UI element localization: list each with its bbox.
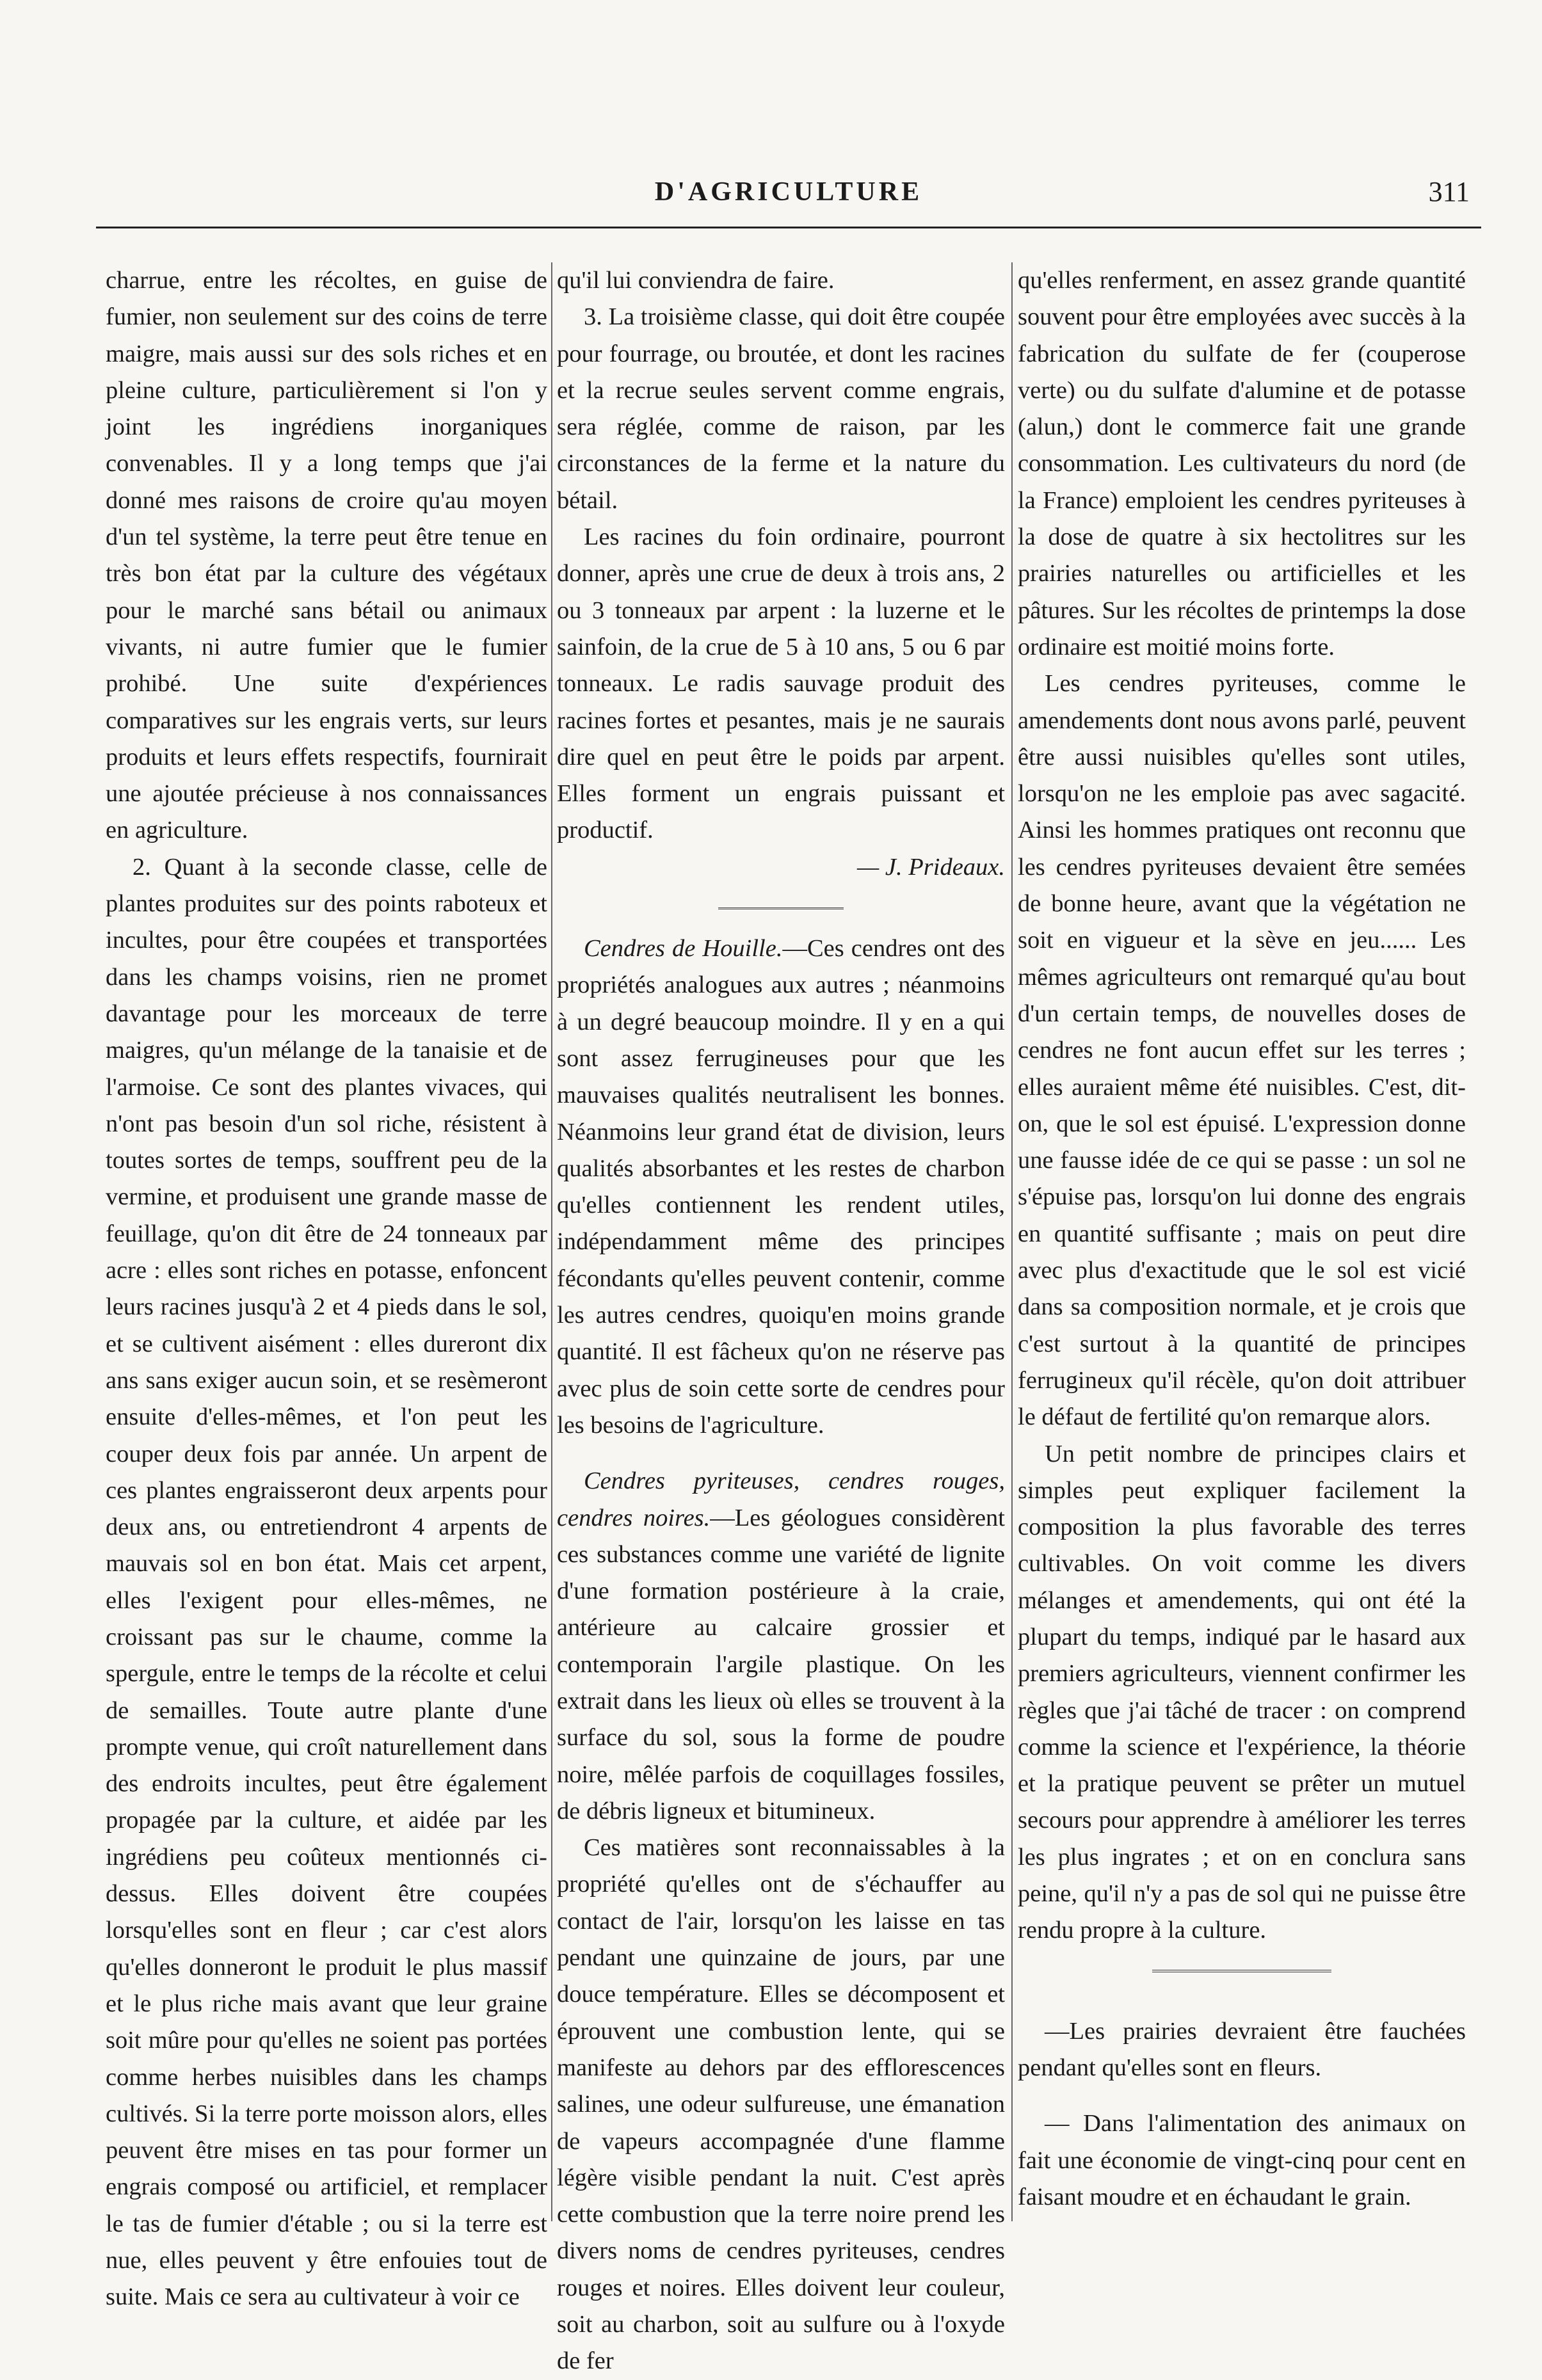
section-separator — [557, 886, 1005, 930]
paragraph: Ces matières sont reconnaissables à la propriété qu'elles ont de s'échauffer au contact de l'air, lorsqu'on les laisse en tas pendant une quinzaine de jours, par une douce température. Elles se décomposent et éprouvent une combustion lente, qui se manifeste au dehors par des efflorescences salines, une odeur sulfureuse, une émanation de vapeurs accompagnée d'une flamme légère visible pendant la nuit. C'est après cette combustion que la terre noire prend les divers noms de cendres pyriteuses, cendres rouges et noires. Elles doivent leur couleur, soit au charbon, soit au sulfure ou à l'oxyde de fer — [557, 1834, 1005, 2375]
note-alimentation: — Dans l'alimentation des animaux on fait une économie de vingt-cinq pour cent en faisant moudre et en échaudant le grain. — [1018, 2110, 1466, 2210]
column-3 — [1018, 262, 1466, 2247]
paragraph: qu'il lui conviendra de faire. — [557, 267, 835, 294]
signature: — J. Prideaux. — [857, 853, 1005, 881]
paragraph: Les cendres pyriteuses, comme le amendements dont nous avons parlé, peuvent être aussi nuisibles qu'elles sont utiles, lorsqu'on ne les emploie pas avec sagacité. Ainsi les hommes pratiques ont reconnu que les cendres pyriteuses devaient être semées de bonne heure, avant que la végétation ne soit en vigueur et la sève en jeu...... Les mêmes agriculteurs ont remarqué qu'au bout d'un certain temps, de nouvelles doses de cendres ne font aucun effet sur les terres ; elles auraient même été nuisibles. C'est, dit-on, que le sol est épuisé. L'expression donne une fausse idée de ce qui se passe : un sol ne s'épuise pas, lorsqu'on lui donne des engrais en quantité suffisante ; mais on peut dire avec plus d'exactitude que le sol est vicié dans sa composition normale, et je crois que c'est surtout à la quantité de principes ferrugineux qu'il récèle, qu'on doit attribuer le défaut de fertilité qu'on remarque alors. — [1018, 670, 1466, 1431]
paragraph: qu'elles renferment, en assez grande quantité souvent pour être employées avec succès à la fabrication du sulfate de fer (couperose verte) ou du sulfate d'alumine et de potasse (alun,) dont le commerce fait une grande consommation. Les cultivateurs du nord (de la France) emploient les cendres pyriteuses à la dose de quatre à six hectolitres sur les prairies naturelles ou artificielles et les pâtures. Sur les récoltes de printemps la dose ordinaire est moitié moins forte. — [1018, 267, 1466, 660]
paragraph: 2. Quant à la seconde classe, celle de plantes produites sur des points raboteux et incultes, pour être coupées et transportées dans les champs voisins, rien ne promet davantage pour les morceaux de terre maigres, qu'un mélange de la tanaisie et de l'armoise. Ce sont des plantes vivaces, qui n'ont pas besoin d'un sol riche, résistent à toutes sortes de temps, souffrent peu de la vermine, et produisent une grande masse de feuillage, qu'on dit être de 24 tonneaux par acre : elles sont riches en potasse, enfoncent leurs racines jusqu'à 2 et 4 pieds dans le sol, et se cultivent aisément : elles dureront dix ans sans exiger aucun soin, et se resèmeront ensuite d'elles-mêmes, et l'on peut les couper deux fois par année. Un arpent de ces plantes engraisseront deux arpents pour deux ans, ou entretiendront 4 arpents de mauvais sol en bon état. Mais cet arpent, elles l'exigent pour elles-mêmes, ne croissant pas sur le chaume, comme la spergule, entre le temps de la récolte et celui de semailles. Toute autre plante d'une prompte venue, qui croît naturellement dans des endroits incultes, peut être également propagée par la culture, et aidée par les ingrédiens peu coûteux mentionnés ci-dessus. Elles doivent être coupées lorsqu'elles sont en fleur ; car c'est alors qu'elles donneront le produit le plus massif et le plus riche mais avant que leur graine soit mûre pour qu'elles ne soient pas portées comme herbes nuisibles dans les champs cultivés. Si la terre porte moisson alors, elles peuvent être mises en tas pour former un engrais composé ou artificiel, et remplacer le tas de fumier d'étable ; ou si la terre est nue, elles peuvent y être enfouies tout de suite. Mais ce sera au cultivateur à voir ce — [106, 853, 547, 2311]
column-divider-2 — [1011, 262, 1013, 2221]
article-heading: Cendres de Houille. — [584, 935, 783, 962]
page-header — [96, 173, 1481, 230]
paragraph: 3. La troisième classe, qui doit être coupée pour fourrage, ou broutée, et dont les racines et la recrue seules servent comme engrais, sera réglée, comme de raison, par les circonstances de la ferme et la nature du bétail. — [557, 303, 1005, 514]
article-text: —Les géologues considèrent ces substances comme une variété de lignite d'une formation postérieure à la craie, antérieure au calcaire grossier et contemporain l'argile plastique. On les extrait dans les lieux où elles se trouvent à la surface du sol, sous la forme de poudre noire, mêlée parfois de coquillages fossiles, de débris ligneux et bitumineux. — [557, 1504, 1005, 1825]
section-separator — [1018, 1949, 1466, 1994]
paragraph: Un petit nombre de principes clairs et simples peut expliquer facilement la composition la plus favorable des terres cultivables. On voit comme les divers mélanges et amendements, qui ont été la plupart du temps, indiqué par le hasard aux premiers agriculteurs, viennent confirmer les règles que j'ai tâché de tracer : on comprend comme la science et l'expérience, la théorie et la pratique peuvent se prêter un mutuel secours pour apprendre à améliorer les terres les plus ingrates ; et on en conclura sans peine, qu'il n'y a pas de sol qui ne puisse être rendu propre à la culture. — [1018, 1440, 1466, 1944]
note-prairies: —Les prairies devraient être fauchées pendant qu'elles sont en fleurs. — [1018, 2017, 1466, 2081]
article-text: —Ces cendres ont des propriétés analogues aux autres ; néanmoins à un degré beaucoup moindre. Il y en a qui sont assez ferrugineuses pour que les mauvaises qualités neutralisent les bonnes. Néanmoins leur grand état de division, leurs qualités absorbantes et les restes de charbon qu'elles contiennent les rendent utiles, indépendamment même des principes fécondants qu'elles peuvent contenir, comme les autres cendres, quoiqu'en moins grande quantité. Il est fâcheux qu'on ne réserve pas avec plus de soin cette sorte de cendres pour les besoins de l'agriculture. — [557, 935, 1005, 1439]
paragraph: charrue, entre les récoltes, en guise de fumier, non seulement sur des coins de terre maigre, mais aussi sur des sols riches et en pleine culture, particulièrement si l'on y joint les ingrédiens inorganiques convenables. Il y a long temps que j'ai donné mes raisons de croire qu'au moyen d'un tel système, la terre peut être tenue en très bon état par la culture des végétaux pour le marché sans bétail ou animaux vivants, ni autre fumier que le fumier prohibé. Une suite d'expériences comparatives sur les engrais verts, sur leurs produits et leurs effets respectifs, fournirait une ajoutée précieuse à nos connaissances en agriculture. — [106, 267, 547, 844]
column-1 — [106, 262, 547, 2311]
column-2 — [557, 262, 1005, 2375]
article-cendres-houille — [557, 930, 1005, 1444]
running-title: D'AGRICULTURE — [654, 177, 923, 207]
column-divider-1 — [551, 262, 552, 2221]
header-rule — [96, 227, 1481, 228]
article-cendres-pyriteuses — [557, 1463, 1005, 1830]
paragraph: Les racines du foin ordinaire, pourront donner, après une crue de deux à trois ans, 2 ou 3 tonneaux par arpent : la luzerne et le sainfoin, de la crue de 5 à 10 ans, 5 ou 6 par tonneaux. Le radis sauvage produit des racines fortes et pesantes, mais je ne saurais dire quel en peut être le poids par arpent. Elles forment un engrais puissant et productif. — [557, 523, 1005, 844]
article-heading: Cendres pyriteuses, cendres rouges, cendres noires. — [557, 1467, 1005, 1531]
page-number: 311 — [1428, 176, 1470, 207]
